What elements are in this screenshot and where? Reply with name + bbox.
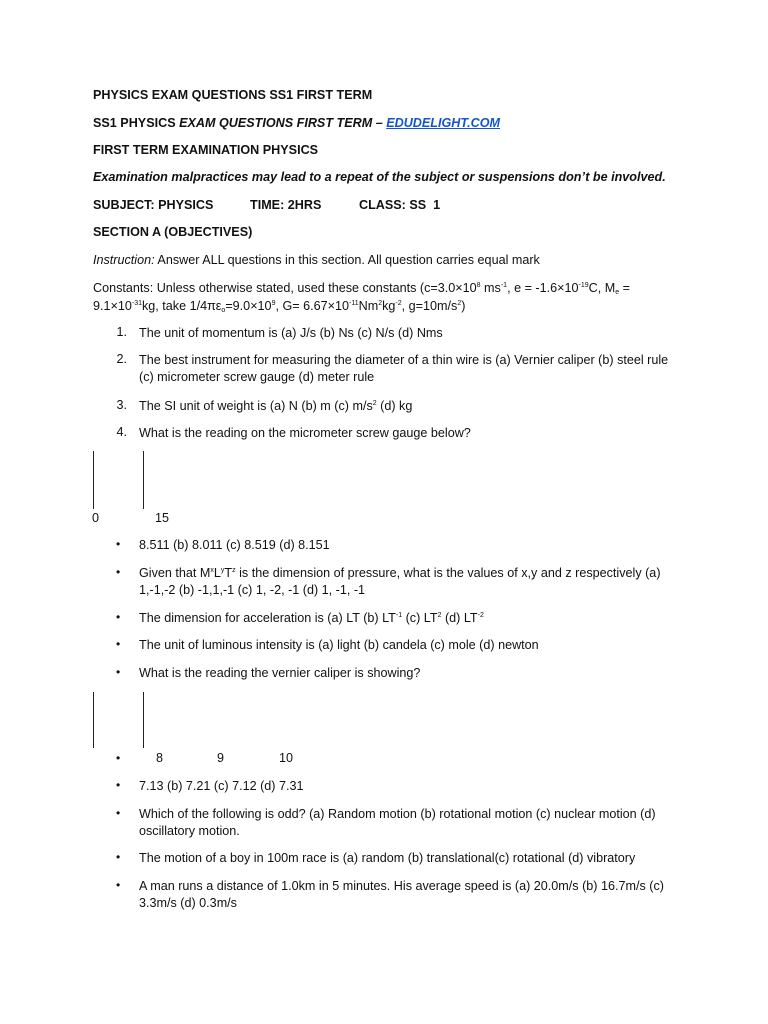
malpractice-warning: Examination malpractices may lead to a repeat of the subject or suspensions don’t be involved. (93, 170, 666, 184)
question-text-part: (d) kg (376, 399, 413, 413)
bullet-text: Which of the following is odd? (a) Random motion (b) rotational motion (c) nuclear motion (d) oscillatory motion. (139, 807, 656, 838)
document-title: PHYSICS EXAM QUESTIONS SS1 FIRST TERM (93, 88, 373, 102)
bullet-text: What is the reading the vernier caliper is showing? (139, 666, 421, 680)
constants-text: =9.0×10 (225, 299, 272, 313)
superscript: 2 (372, 400, 377, 407)
superscript: 2 (437, 612, 442, 619)
question-text: The unit of momentum is (a) J/s (b) Ns (c) N/s (d) Nms (139, 326, 443, 340)
superscript: -1 (395, 612, 403, 619)
constants-text: , G= 6.67×10 (275, 299, 349, 313)
bullet-icon: • (116, 565, 121, 579)
bullet-text-part: L (213, 566, 221, 580)
superscript: -2 (395, 300, 402, 307)
subtitle-prefix: SS1 PHYSICS (93, 116, 180, 130)
instruction-line (93, 253, 540, 267)
superscript: -1 (500, 282, 508, 289)
constants-text: = (619, 281, 630, 295)
scale-label: 0 (92, 511, 100, 525)
scale-line (93, 451, 94, 509)
question-text (139, 398, 679, 415)
question-text: What is the reading on the micrometer screw gauge below? (139, 426, 471, 440)
bullet-text-part: is the dimension of pressure, what is the values of x,y and z respectively (a) 1,-1,-2 (b) -1,1,-1 (c) 1, -2, -1 (d) 1, -1, -1 (139, 566, 661, 597)
time-label: TIME: 2HRS (250, 198, 322, 212)
superscript: -31 (131, 300, 142, 307)
constants-text: Constants: Unless otherwise stated, used these constants (c=3.0×10 (93, 281, 477, 295)
bullet-icon: • (116, 878, 121, 892)
section-heading: SECTION A (OBJECTIVES) (93, 225, 253, 239)
constants-text: kg (382, 299, 396, 313)
bullet-icon: • (116, 637, 121, 651)
superscript: x (210, 567, 214, 574)
question-text: The best instrument for measuring the diameter of a thin wire is (a) Vernier caliper (b) steel rule (c) micrometer screw gauge (d) meter rule (139, 353, 669, 384)
superscript: -11 (349, 300, 359, 307)
exam-heading: FIRST TERM EXAMINATION PHYSICS (93, 143, 319, 157)
subscript: o (221, 307, 226, 314)
constants-text: , g=10m/s (401, 299, 458, 313)
scale-line (143, 692, 144, 748)
constants-text: ) (461, 299, 466, 313)
scale-label: 9 (217, 751, 225, 765)
bullet-text-part: Given that M (139, 566, 211, 580)
instruction-label: Instruction: (93, 253, 155, 267)
superscript: z (232, 567, 236, 574)
subject-label: SUBJECT: PHYSICS (93, 198, 214, 212)
subtitle-italic: EXAM QUESTIONS FIRST TERM – (179, 116, 387, 130)
bullet-icon: • (116, 850, 121, 864)
superscript: y (220, 567, 225, 574)
question-number: 4. (116, 425, 127, 439)
bullet-text-part: (d) LT (441, 611, 478, 625)
bullet-icon: • (116, 665, 121, 679)
question-number: 1. (116, 325, 127, 339)
bullet-icon: • (116, 610, 121, 624)
bullet-icon: • (116, 751, 121, 765)
superscript: -2 (477, 612, 484, 619)
constants-paragraph (93, 279, 653, 315)
constants-text: , e = -1.6×10 (507, 281, 579, 295)
bullet-icon: • (116, 806, 121, 820)
class-label: CLASS: SS 1 (359, 198, 441, 212)
bullet-text (139, 565, 679, 599)
constants-line-1 (93, 279, 653, 297)
bullet-text-part: The dimension for acceleration is (a) LT (b) LT (139, 611, 396, 625)
scale-label: 10 (279, 751, 294, 765)
superscript: 8 (476, 282, 481, 289)
bullet-text-part: (c) LT (402, 611, 438, 625)
superscript: 9 (271, 300, 276, 307)
constants-line-2 (93, 297, 653, 315)
instruction-text: Answer ALL questions in this section. All question carries equal mark (154, 253, 540, 267)
constants-text: C, M (588, 281, 616, 295)
bullet-text (139, 610, 679, 627)
bullet-text: A man runs a distance of 1.0km in 5 minutes. His average speed is (a) 20.0m/s (b) 16.7m/s (c) 3.3m/s (d) 0.3m/s (139, 879, 664, 910)
constants-text: Nm (358, 299, 379, 313)
subtitle-line (93, 116, 500, 130)
constants-text: ms (480, 281, 501, 295)
bullet-text: The motion of a boy in 100m race is (a) random (b) translational(c) rotational (d) vibratory (139, 851, 636, 865)
subscript: e (615, 289, 620, 296)
bullet-text-part: T (224, 566, 233, 580)
scale-line (143, 451, 144, 509)
scale-line (93, 692, 94, 748)
bullet-icon: • (116, 537, 121, 551)
scale-label: 8 (156, 751, 164, 765)
edudelight-link[interactable]: EDUDELIGHT.COM (386, 116, 501, 130)
superscript: 2 (457, 300, 462, 307)
question-number: 3. (116, 398, 127, 412)
superscript: -19 (578, 282, 589, 289)
bullet-text: 8.511 (b) 8.011 (c) 8.519 (d) 8.151 (139, 538, 330, 552)
constants-text: kg, take 1/4πε (142, 299, 222, 313)
bullet-text: The unit of luminous intensity is (a) light (b) candela (c) mole (d) newton (139, 638, 539, 652)
question-number: 2. (116, 352, 127, 366)
superscript: 2 (378, 300, 383, 307)
bullet-text: 7.13 (b) 7.21 (c) 7.12 (d) 7.31 (139, 779, 304, 793)
constants-text: 9.1×10 (93, 299, 132, 313)
scale-label: 15 (155, 511, 170, 525)
bullet-icon: • (116, 778, 121, 792)
question-text-part: The SI unit of weight is (a) N (b) m (c) m/s (139, 399, 373, 413)
